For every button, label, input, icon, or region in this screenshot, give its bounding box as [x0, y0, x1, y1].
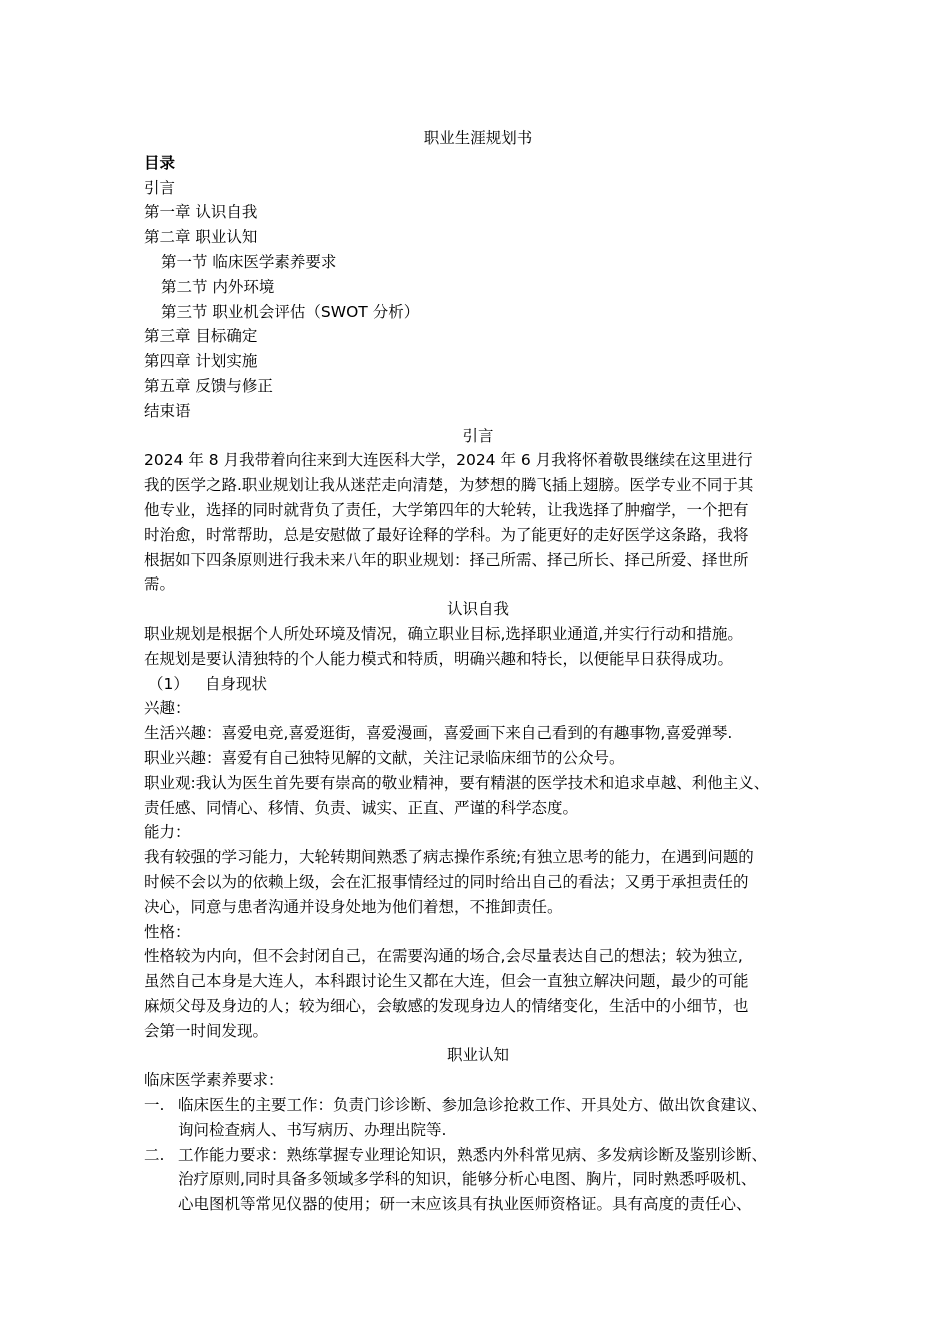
toc-heading: 目录 — [144, 153, 176, 172]
character-line: 麻烦父母及身边的人；较为细心，会敏感的发现身边人的情绪变化，生活中的小细节，也 — [144, 996, 749, 1015]
career-heading: 职业认知 — [446, 1046, 509, 1065]
intro-line: 他专业，选择的同时就背负了责任，大学第四年的大轮转，让我选择了肿瘤学，一个把有 — [144, 500, 749, 519]
self-subsection-num: （1） — [148, 674, 189, 693]
career-item-line: 治疗原则,同时具备多领域多学科的知识，能够分析心电图、胸片，同时熟悉呼吸机、 — [178, 1170, 757, 1189]
document-body — [144, 126, 812, 1217]
intro-heading: 引言 — [462, 426, 494, 445]
character-line: 会第一时间发现。 — [144, 1021, 269, 1040]
intro-line: 时治愈，时常帮助，总是安慰做了最好诠释的学科。为了能更好的走好医学这条路，我将 — [144, 525, 749, 544]
intro-line: 我的医学之路.职业规划让我从迷茫走向清楚，为梦想的腾飞插上翅膀。医学专业不同于其 — [144, 476, 754, 495]
interest-line: 责任感、同情心、移情、负责、诚实、正直、严谨的科学态度。 — [144, 798, 579, 817]
career-item-text — [178, 1093, 812, 1143]
character-line: 性格较为内向，但不会封闭自己，在需要沟通的场合,会尽量表达自己的想法；较为独立, — [144, 947, 743, 966]
intro-line: 2024 年 8 月我带着向往来到大连医科大学，2024 年 6 月我将怀着敬畏继续在这里进行 — [144, 451, 753, 470]
career-list-item — [144, 1143, 812, 1217]
ability-label: 能力： — [144, 823, 191, 842]
self-heading: 认识自我 — [446, 600, 509, 619]
career-item-line: 临床医生的主要工作：负责门诊诊断、参加急诊抢救工作、开具处方、做出饮食建议、 — [178, 1096, 768, 1115]
toc-item: 第三章 目标确定 — [144, 327, 258, 346]
interest-line: 职业观:我认为医生首先要有崇高的敬业精神，要有精湛的医学技术和追求卓越、利他主义、 — [144, 773, 770, 792]
career-item-text — [178, 1143, 812, 1217]
self-subsection-label: 自身现状 — [205, 674, 268, 693]
intro-line: 需。 — [144, 575, 176, 594]
ability-line: 决心，同意与患者沟通并设身处地为他们着想，不推卸责任。 — [144, 897, 563, 916]
career-item-num: 一. — [144, 1096, 165, 1115]
career-item-line: 心电图机等常见仪器的使用；研一末应该具有执业医师资格证。具有高度的责任心、 — [178, 1195, 752, 1214]
toc-item: 第二节 内外环境 — [161, 277, 275, 296]
self-intro-line: 在规划是要认清独特的个人能力模式和特质，明确兴趣和特长，以便能早日获得成功。 — [144, 649, 734, 668]
self-subsection — [144, 672, 812, 697]
ability-line: 时候不会以为的依赖上级，会在汇报事情经过的同时给出自己的看法；又勇于承担责任的 — [144, 872, 749, 891]
toc-item: 第四章 计划实施 — [144, 352, 258, 371]
career-list-item — [144, 1093, 812, 1143]
career-item-line: 询问检查病人、书写病历、办理出院等. — [178, 1120, 447, 1139]
toc-item: 第三节 职业机会评估（SWOT 分析） — [161, 302, 420, 321]
toc-item: 第一章 认识自我 — [144, 203, 258, 222]
character-label: 性格： — [144, 922, 191, 941]
toc-item: 引言 — [144, 178, 176, 197]
ability-line: 我有较强的学习能力，大轮转期间熟悉了病志操作系统;有独立思考的能力，在遇到问题的 — [144, 848, 754, 867]
character-line: 虽然自己本身是大连人，本科跟讨论生又都在大连，但会一直独立解决问题，最少的可能 — [144, 972, 749, 991]
interest-label: 兴趣： — [144, 699, 191, 718]
career-item-num: 二. — [144, 1145, 165, 1164]
career-item-line: 工作能力要求：熟练掌握专业理论知识，熟悉内外科常见病、多发病诊断及鉴别诊断、 — [178, 1145, 768, 1164]
career-sub-label: 临床医学素养要求： — [144, 1071, 284, 1090]
toc-item: 第二章 职业认知 — [144, 228, 258, 247]
toc-item: 第五章 反馈与修正 — [144, 376, 273, 395]
toc-item: 结束语 — [144, 401, 191, 420]
interest-line: 职业兴趣：喜爱有自己独特见解的文献，关注记录临床细节的公众号。 — [144, 748, 625, 767]
intro-line: 根据如下四条原则进行我未来八年的职业规划：择己所需、择己所长、择己所爱、择世所 — [144, 550, 749, 569]
toc-item: 第一节 临床医学素养要求 — [161, 252, 337, 271]
document-title: 职业生涯规划书 — [423, 129, 533, 147]
self-intro-line: 职业规划是根据个人所处环境及情况，确立职业目标,选择职业通道,并实行行动和措施。 — [144, 624, 743, 643]
interest-line: 生活兴趣：喜爱电竞,喜爱逛街，喜爱漫画，喜爱画下来自己看到的有趣事物,喜爱弹琴. — [144, 724, 733, 743]
